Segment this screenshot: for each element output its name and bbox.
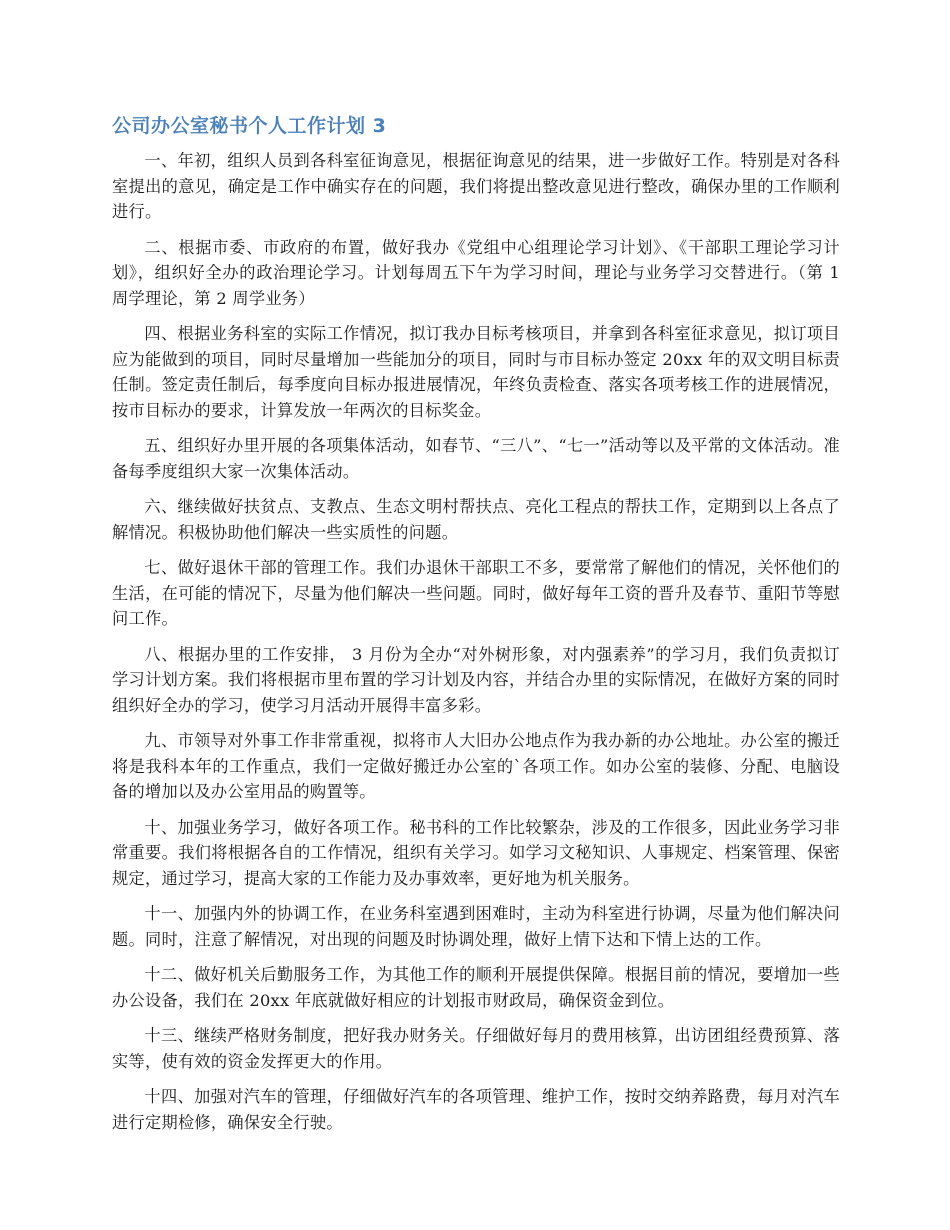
paragraph-12: 十二、做好机关后勤服务工作，为其他工作的顺利开展提供保障。根据目前的情况，要增加一些办公设备，我们在 20xx 年底就做好相应的计划报市财政局，确保资金到位。 bbox=[112, 965, 840, 1010]
paragraph-7: 七、做好退休干部的管理工作。我们办退休干部职工不多，要常常了解他们的情况，关怀他们的生活，在可能的情况下，尽量为他们解决一些问题。同时，做好每年工资的晋升及春节、重阳节等慰问工作。 bbox=[112, 558, 840, 628]
paragraph-1: 一、年初，组织人员到各科室征询意见，根据征询意见的结果，进一步做好工作。特别是对各科室提出的意见，确定是工作中确实存在的问题，我们将提出整改意见进行整改，确保办里的工作顺利进行。 bbox=[112, 151, 840, 221]
document-page bbox=[112, 112, 840, 1145]
paragraph-13: 十三、继续严格财务制度，把好我办财务关。仔细做好每月的费用核算，出访团组经费预算、落实等，使有效的资金发挥更大的作用。 bbox=[112, 1026, 840, 1071]
paragraph-2: 二、根据市委、市政府的布置，做好我办《党组中心组理论学习计划》、《干部职工理论学习计划》，组织好全办的政治理论学习。计划每周五下午为学习时间，理论与业务学习交替进行。（第 1 周学理论，第 2 周学业务） bbox=[112, 237, 840, 308]
document-title: 公司办公室秘书个人工作计划 3 bbox=[112, 115, 387, 137]
paragraph-9: 九、市领导对外事工作非常重视，拟将市人大旧办公地点作为我办新的办公地址。办公室的搬迁将是我科本年的工作重点，我们一定做好搬迁办公室的`各项工作。如办公室的装修、分配、电脑设备的增加以及办公室用品的购置等。 bbox=[112, 731, 840, 801]
paragraph-6: 六、继续做好扶贫点、支教点、生态文明村帮扶点、亮化工程点的帮扶工作，定期到以上各点了解情况。积极协助他们解决一些实质性的问题。 bbox=[112, 497, 840, 542]
paragraph-4: 四、根据业务科室的实际工作情况，拟订我办目标考核项目，并拿到各科室征求意见，拟订项目应为能做到的项目，同时尽量增加一些能加分的项目，同时与市目标办签定 20xx 年的双文明目标责任制。签定责任制后，每季度向目标办报进展情况，年终负责检查、落实各项考核工作的进展情况，按市目标办的要求，计算发放一年两次的目标奖金。 bbox=[112, 324, 840, 420]
paragraph-10: 十、加强业务学习，做好各项工作。秘书科的工作比较繁杂，涉及的工作很多，因此业务学习非常重要。我们将根据各自的工作情况，组织有关学习。如学习文秘知识、人事规定、档案管理、保密规定，通过学习，提高大家的工作能力及办事效率，更好地为机关服务。 bbox=[112, 817, 840, 888]
paragraph-14: 十四、加强对汽车的管理，仔细做好汽车的各项管理、维护工作，按时交纳养路费，每月对汽车进行定期检修，确保安全行驶。 bbox=[112, 1087, 840, 1132]
paragraph-11: 十一、加强内外的协调工作，在业务科室遇到困难时，主动为科室进行协调，尽量为他们解决问题。同时，注意了解情况，对出现的问题及时协调处理，做好上情下达和下情上达的工作。 bbox=[112, 904, 840, 949]
paragraph-8: 八、根据办里的工作安排， 3 月份为全办“对外树形象，对内强素养”的学习月，我们负责拟订学习计划方案。我们将根据市里布置的学习计划及内容，并结合办里的实际情况，在做好方案的同时组织好全办的学习，使学习月活动开展得丰富多彩。 bbox=[112, 644, 840, 715]
paragraph-5: 五、组织好办里开展的各项集体活动，如春节、“三八”、“七一”活动等以及平常的文体活动。准备每季度组织大家一次集体活动。 bbox=[112, 436, 840, 481]
